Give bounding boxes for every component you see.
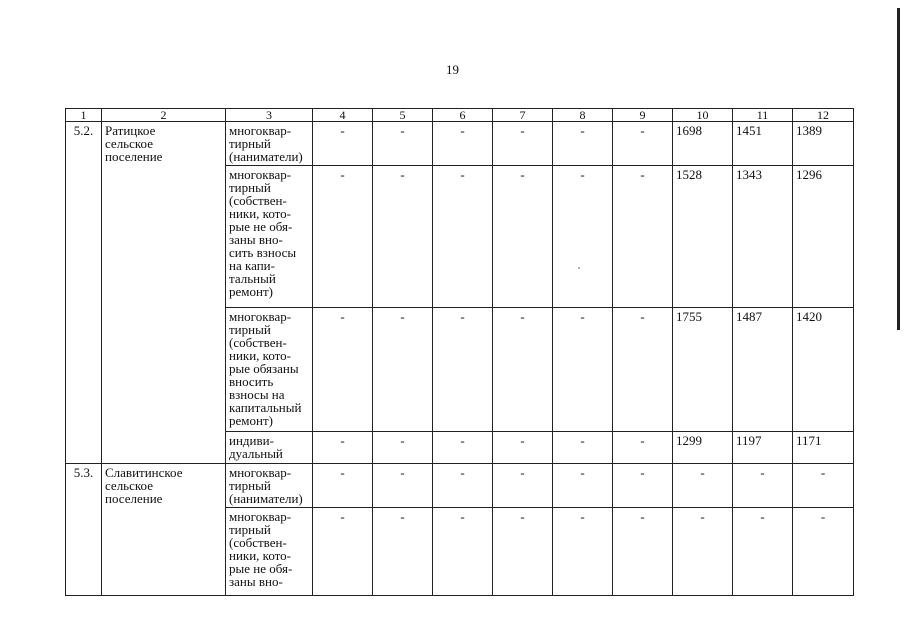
housing-type-line: многоквар-: [229, 167, 292, 182]
housing-type-line: тирный: [229, 180, 271, 195]
housing-type-line: тирный: [229, 322, 271, 337]
table-cell: -: [793, 508, 854, 596]
settlement-name-line: сельское: [105, 478, 153, 493]
table-cell: -: [433, 432, 493, 464]
housing-type-line: ремонт): [229, 284, 273, 299]
housing-type: [226, 308, 313, 432]
table-cell: 1296: [793, 166, 854, 308]
column-header: 10: [673, 109, 733, 122]
table-cell: -: [313, 122, 373, 166]
section-number: 5.3.: [66, 464, 102, 596]
table-row: [66, 464, 854, 508]
table-cell: -: [613, 166, 673, 308]
housing-type-line: сить взносы: [229, 245, 297, 260]
table-cell: 1171: [793, 432, 854, 464]
settlement-name: [102, 122, 226, 464]
table-cell: -: [433, 166, 493, 308]
housing-type-line: ремонт): [229, 413, 273, 428]
housing-type-line: тальный: [229, 271, 276, 286]
housing-type-line: рые не обя-: [229, 561, 293, 576]
table-cell: 1451: [733, 122, 793, 166]
table-cell: 1698: [673, 122, 733, 166]
table-cell: -: [613, 464, 673, 508]
housing-type-line: многоквар-: [229, 509, 292, 524]
table-cell: -: [613, 122, 673, 166]
table-row: [66, 122, 854, 166]
table-cell: 1299: [673, 432, 733, 464]
table-cell: -: [553, 308, 613, 432]
housing-type-line: (собствен-: [229, 335, 287, 350]
housing-type-line: ники, кото-: [229, 548, 292, 563]
table-cell: -: [493, 508, 553, 596]
column-header: 9: [613, 109, 673, 122]
table-cell: -: [733, 464, 793, 508]
table-cell: -: [313, 464, 373, 508]
housing-type-line: ники, кото-: [229, 206, 292, 221]
table-cell: 1197: [733, 432, 793, 464]
settlement-name-line: Славитинское: [105, 465, 183, 480]
table-cell: -: [793, 464, 854, 508]
column-header: 7: [493, 109, 553, 122]
housing-type-line: ники, кото-: [229, 348, 292, 363]
table-cell: -: [373, 166, 433, 308]
table-cell: 1755: [673, 308, 733, 432]
table-cell: -: [613, 432, 673, 464]
housing-type-line: (собствен-: [229, 535, 287, 550]
table-cell: -: [313, 308, 373, 432]
scan-edge-line: [897, 8, 900, 330]
housing-type-line: тирный: [229, 522, 271, 537]
table-cell: -: [553, 508, 613, 596]
housing-type: [226, 508, 313, 596]
column-header: 8: [553, 109, 613, 122]
column-header: 2: [102, 109, 226, 122]
column-header: 11: [733, 109, 793, 122]
housing-type: [226, 166, 313, 308]
table-cell: -: [613, 308, 673, 432]
housing-type-line: многоквар-: [229, 123, 292, 138]
housing-type-line: рые обязаны: [229, 361, 299, 376]
table-body: [66, 122, 854, 596]
column-header: 5: [373, 109, 433, 122]
table-cell: 1528: [673, 166, 733, 308]
section-number: 5.2.: [66, 122, 102, 464]
page-number: 19: [446, 62, 459, 77]
column-header: 4: [313, 109, 373, 122]
table-cell: -: [433, 508, 493, 596]
housing-type: [226, 432, 313, 464]
column-number-row: [66, 109, 854, 122]
table-cell: 1420: [793, 308, 854, 432]
column-header: 6: [433, 109, 493, 122]
settlement-name-line: сельское: [105, 136, 153, 151]
table-cell: -: [673, 508, 733, 596]
housing-type-line: индиви-: [229, 433, 274, 448]
table-cell: -: [733, 508, 793, 596]
table-cell: -: [553, 122, 613, 166]
table-cell: 1389: [793, 122, 854, 166]
column-header: 1: [66, 109, 102, 122]
housing-type-line: вносить: [229, 374, 274, 389]
housing-type-line: многоквар-: [229, 309, 292, 324]
table-cell: -: [553, 166, 613, 308]
housing-type-line: дуальный: [229, 446, 283, 461]
housing-type-line: многоквар-: [229, 465, 292, 480]
table-cell: -: [373, 122, 433, 166]
settlement-name-line: поселение: [105, 149, 163, 164]
settlement-name-line: поселение: [105, 491, 163, 506]
table-cell: -: [493, 464, 553, 508]
housing-type-line: на капи-: [229, 258, 275, 273]
column-header: 3: [226, 109, 313, 122]
table-cell: -: [373, 308, 433, 432]
housing-type-line: (наниматели): [229, 491, 303, 506]
housing-type-line: (наниматели): [229, 149, 303, 164]
table-cell: -: [313, 166, 373, 308]
housing-type-line: рые не обя-: [229, 219, 293, 234]
table-cell: -: [373, 464, 433, 508]
table-cell: 1343: [733, 166, 793, 308]
table-cell: -: [433, 308, 493, 432]
table-cell: -: [373, 432, 433, 464]
housing-type-line: тирный: [229, 478, 271, 493]
housing-type: [226, 122, 313, 166]
table-cell: -: [673, 464, 733, 508]
housing-type: [226, 464, 313, 508]
table-cell: -: [373, 508, 433, 596]
housing-type-line: заны вно-: [229, 232, 283, 247]
table-cell: -: [433, 464, 493, 508]
settlement-name: [102, 464, 226, 596]
table-cell: -: [493, 122, 553, 166]
column-header: 12: [793, 109, 854, 122]
table-cell: -: [613, 508, 673, 596]
housing-type-line: взносы на: [229, 387, 285, 402]
table-cell: -: [313, 432, 373, 464]
table-cell: -: [433, 122, 493, 166]
housing-type-line: капитальный: [229, 400, 302, 415]
housing-type-line: (собствен-: [229, 193, 287, 208]
tariff-table: [65, 108, 854, 596]
table-cell: -: [493, 308, 553, 432]
housing-type-line: тирный: [229, 136, 271, 151]
table-cell: 1487: [733, 308, 793, 432]
table-cell: -: [553, 464, 613, 508]
table-cell: -: [493, 432, 553, 464]
table-cell: -: [313, 508, 373, 596]
housing-type-line: заны вно-: [229, 574, 283, 589]
table-cell: -: [553, 432, 613, 464]
settlement-name-line: Ратицкое: [105, 123, 156, 138]
table-cell: -: [493, 166, 553, 308]
